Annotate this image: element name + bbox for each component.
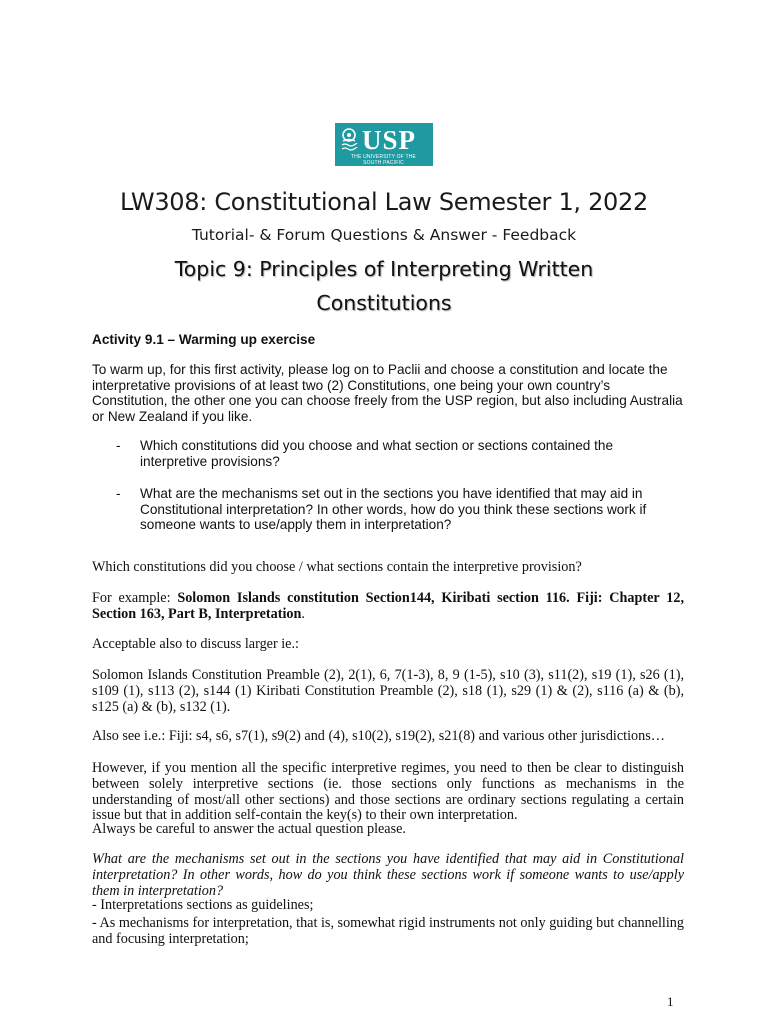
answer-question-2: What are the mechanisms set out in the sections you have identified that may aid in Constitutional interpretation? In other words, how do you think these sections work if someone wants to use/apply them in interpretation? [92, 851, 684, 899]
example-prefix: For example: [92, 590, 178, 606]
answer-careful: Always be careful to answer the actual question please. [92, 821, 406, 837]
answer-mechanism-2: - As mechanisms for interpretation, that is, somewhat rigid instruments not only guiding but channelling and focusing interpretation; [92, 915, 684, 947]
page-number: 1 [667, 994, 674, 1009]
activity-heading: Activity 9.1 – Warming up exercise [92, 332, 316, 347]
logo-wordmark: USP [362, 125, 417, 155]
usp-emblem-icon [339, 127, 359, 153]
bullet-text: Which constitutions did you choose and what section or sections contained the interpretive provisions? [140, 438, 614, 469]
topic-heading: Topic 9: Principles of Interpreting Written Constitutions [174, 257, 594, 315]
activity-bullet [116, 438, 656, 469]
answer-question-1: Which constitutions did you choose / what sections contain the interpretive provision? [92, 559, 582, 575]
activity-bullet [116, 486, 656, 533]
answer-mechanism-1: - Interpretations sections as guidelines; [92, 897, 314, 913]
course-title: LW308: Constitutional Law Semester 1, 2022 [120, 188, 648, 216]
answer-also-see: Also see i.e.: Fiji: s4, s6, s7(1), s9(2) and (4), s10(2), s19(2), s21(8) and various other jurisdictions… [92, 728, 665, 744]
answer-acceptable: Acceptable also to discuss larger ie.: [92, 636, 299, 652]
document-subtitle: Tutorial- & Forum Questions & Answer - Feedback [191, 226, 577, 244]
activity-intro: To warm up, for this first activity, please log on to Paclii and choose a constitution and locate the interpretative provisions of at least two (2) Constitutions, one being your own country’s Constitution, the other one you can choose freely from the USP region, but also including Australia or New Zealand if you like. [92, 362, 683, 424]
example-suffix: . [301, 605, 305, 622]
answer-solomon-provisions: Solomon Islands Constitution Preamble (2), 2(1), 6, 7(1-3), 8, 9 (1-5), s10 (3), s11(2), s19 (1), s26 (1), s109 (1), s113 (2), s144 (1) Kiribati Constitution Preamble (2), s18 (1), s29 (1) & (2), s116 (a) & (b), s125 (a) & (b), s132 (1). [92, 667, 684, 715]
logo-subtitle-line2: SOUTH PACIFIC [363, 160, 404, 166]
answer-however: However, if you mention all the specific interpretive regimes, you need to then be clear to distinguish between solely interpretive sections (ie. those sections only functions as mechanisms in the understanding of most/all other sections) and those sections are ordinary sections regulating a certain issue but that in addition self-contain the key(s) to their own interpretation. [92, 760, 684, 824]
logo-subtitle-line1: THE UNIVERSITY OF THE [350, 154, 417, 160]
answer-example [92, 591, 684, 623]
example-bold: Solomon Islands constitution Section144, Kiribati section 116. Fiji: Chapter 12, Section 163, Part B, Interpretation [92, 590, 684, 622]
usp-logo [335, 123, 433, 166]
bullet-text: What are the mechanisms set out in the sections you have identified that may aid in Constitutional interpretation? In other words, how do you think these sections work if someone wants to use/apply them in interpretation? [140, 486, 647, 532]
bullet-marker: - [116, 486, 121, 501]
bullet-marker: - [116, 438, 121, 453]
